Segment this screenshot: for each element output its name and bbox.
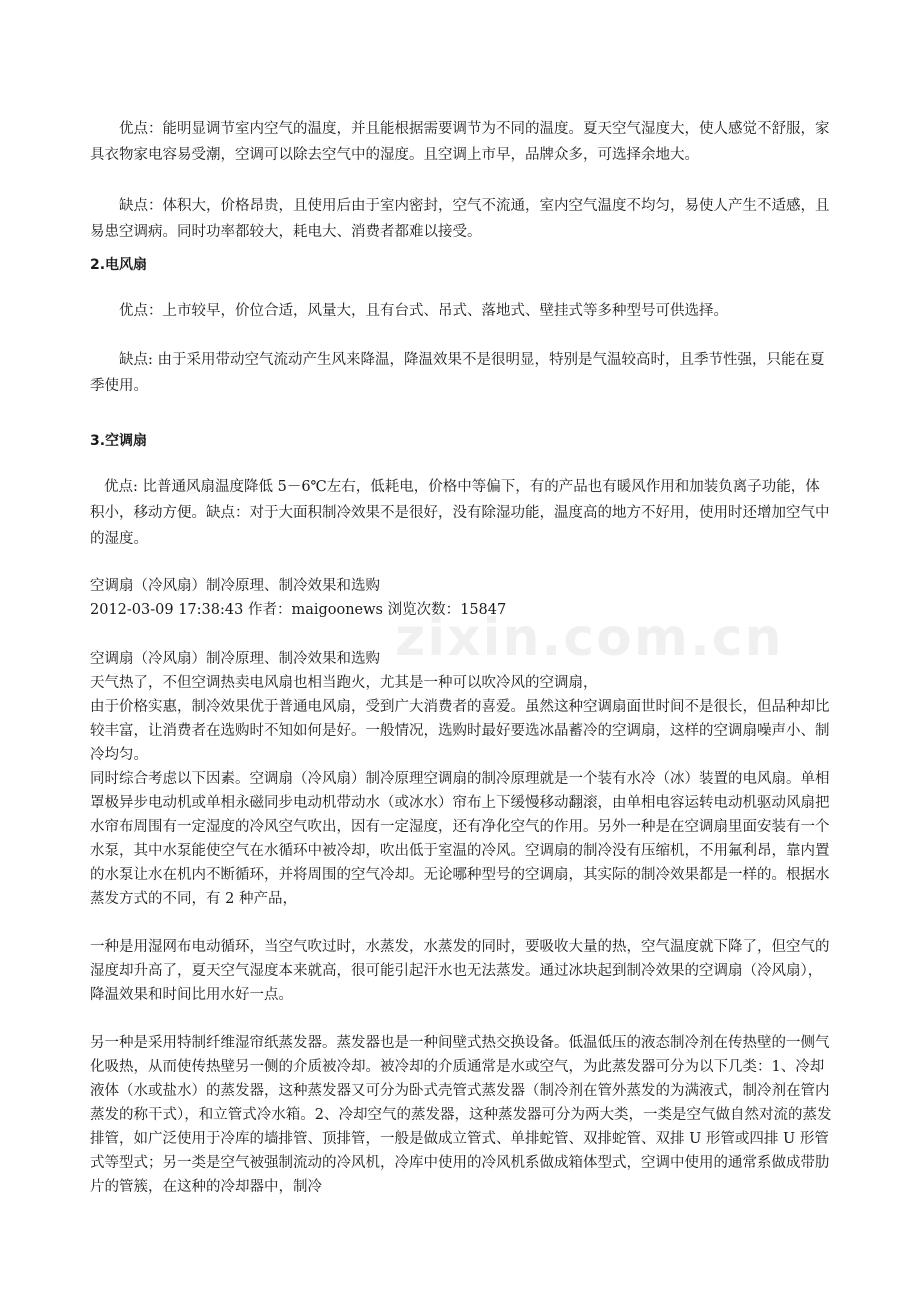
fan-cons-paragraph: 缺点: 由于采用带动空气流动产生风来降温，降温效果不是很明显，特别是气温较高时，且季节性强，只能在夏季使用。 [90, 352, 825, 394]
ac-cons-paragraph: 缺点：体积大，价格昂贵，且使用后由于室内密封，空气不流通，室内空气温度不均匀，易使人产生不适感，且易患空调病。同时功率都较大，耗电大、消费者都难以接受。 [90, 198, 830, 240]
article-paragraph-1: 由于价格实惠，制冷效果优于普通电风扇，受到广大消费者的喜爱。虽然这种空调扇面世时间不是很长，但品种却比较丰富，让消费者在选购时不知如何是好。一般情况，选购时最好要选冰晶蓄冷的空调扇，这样的空调扇噪声小、制冷均匀。 [90, 699, 830, 763]
acfan-paragraph: 优点: 比普通风扇温度降低 5－6℃左右，低耗电，价格中等偏下，有的产品也有暖风作用和加装负离子功能，体积小，移动方便。缺点：对于大面积制冷效果不是很好，没有除湿功能，温度高的地方不好用，使用时还增加空气中的湿度。 [90, 479, 830, 547]
article-paragraph-2: 同时综合考虑以下因素。空调扇（冷风扇）制冷原理空调扇的制冷原理就是一个装有水冷（冰）装置的电风扇。单相罩极异步电动机或单相永磁同步电动机带动水（或冰水）帘布上下缓慢移动翻滚，由单相电容运转电动机驱动风扇把水帘布周围有一定湿度的冷风空气吹出，因有一定湿度，还有净化空气的作用。另外一种是在空调扇里面安装有一个水泵，其中水泵能使空气在水循环中被冷却，吹出低于室温的冷风。空调扇的制冷没有压缩机，不用氟利昂，靠内置的水泵让水在机内不断循环，并将周围的空气冷却。无论哪种型号的空调扇，其实际的制冷效果都是一样的。根据水蒸发方式的不同，有 2 种产品， [90, 771, 830, 907]
article-paragraph-3: 一种是用湿网布电动循环，当空气吹过时，水蒸发，水蒸发的同时，要吸收大量的热，空气温度就下降了，但空气的湿度却升高了，夏天空气湿度本来就高，很可能引起汗水也无法蒸发。通过冰块起到制冷效果的空调扇（冷风扇），降温效果和时间比用水好一点。 [90, 939, 830, 1003]
article-title: 空调扇（冷风扇）制冷原理、制冷效果和选购 [90, 578, 380, 594]
article-intro-line: 天气热了，不但空调热卖电风扇也相当跑火，尤其是一种可以吹冷风的空调扇， [90, 675, 598, 691]
article-subtitle: 空调扇（冷风扇）制冷原理、制冷效果和选购 [90, 651, 380, 667]
article-meta: 2012-03-09 17:38:43 作者：maigoonews 浏览次数：15847 [90, 602, 507, 618]
watermark: zixin.com.cn [395, 608, 784, 668]
fan-heading: 2.电风扇 [90, 257, 148, 273]
fan-pros-paragraph: 优点：上市较早，价位合适，风量大，且有台式、吊式、落地式、壁挂式等多种型号可供选择。 [119, 303, 728, 319]
acfan-heading: 3.空调扇 [90, 433, 148, 449]
article-paragraph-4: 另一种是采用特制纤维湿帘纸蒸发器。蒸发器也是一种间壁式热交换设备。低温低压的液态制冷剂在传热壁的一侧气化吸热，从而使传热壁另一侧的介质被冷却。被冷却的介质通常是水或空气，为此蒸发器可分为以下几类：1、冷却液体（水或盐水）的蒸发器，这种蒸发器又可分为卧式壳管式蒸发器（制冷剂在管外蒸发的为满液式，制冷剂在管内蒸发的称干式），和立管式冷水箱。2、冷却空气的蒸发器，这种蒸发器可分为两大类，一类是空气做自然对流的蒸发排管，如广泛使用于冷库的墙排管、顶排管，一般是做成立管式、单排蛇管、双排蛇管、双排 U 形管或四排 U 形管式等型式；另一类是空气被强制流动的冷风机，冷库中使用的冷风机系做成箱体型式，空调中使用的通常系做成带肋片的管簇，在这种的冷却器中，制冷 [90, 1035, 832, 1195]
ac-pros-paragraph: 优点：能明显调节室内空气的温度，并且能根据需要调节为不同的温度。夏天空气湿度大，使人感觉不舒服，家具衣物家电容易受潮，空调可以除去空气中的湿度。且空调上市早，品牌众多，可选择余地大。 [90, 121, 830, 163]
